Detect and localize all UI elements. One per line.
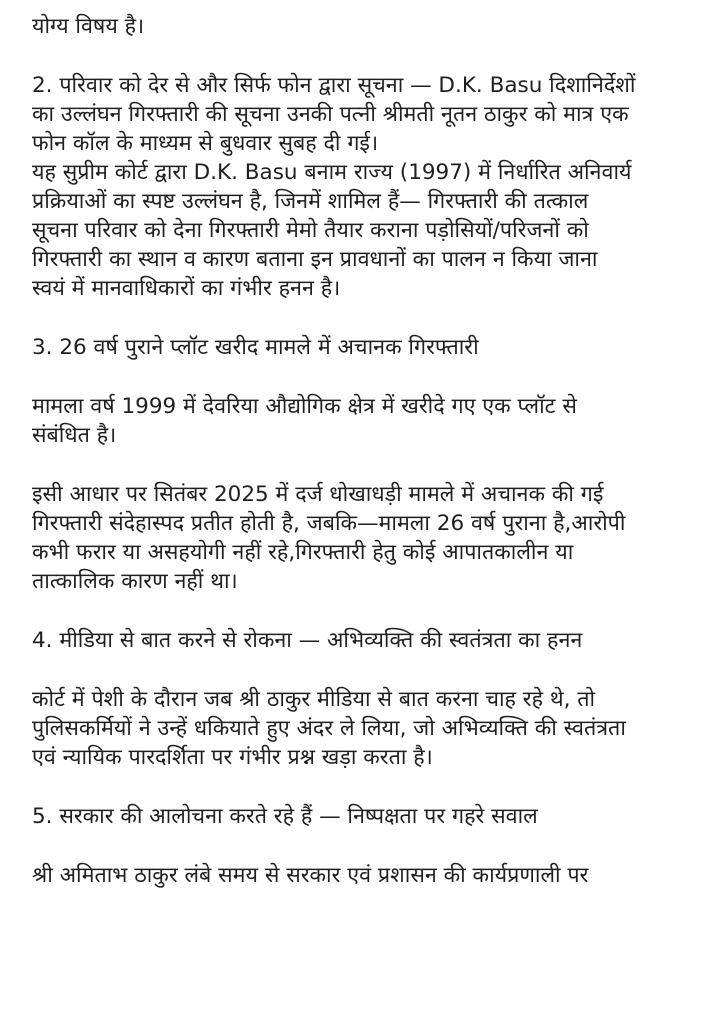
paragraph-continuation <box>32 12 716 41</box>
paragraph-point-5-heading <box>32 802 716 831</box>
paragraph-arrest-suspicious <box>32 480 716 596</box>
paragraph-gap <box>32 655 716 685</box>
heading-line: 4. मीडिया से बात करने से रोकना — अभिव्यक्ति की स्वतंत्रता का हनन <box>32 628 583 653</box>
paragraph-point-4-heading <box>32 626 716 655</box>
text-line: का उल्लंघन गिरफ्तारी की सूचना उनकी पत्नी श्रीमती नूतन ठाकुर को मात्र एक <box>32 102 629 127</box>
text-line: फोन कॉल के माध्यम से बुधवार सुबह दी गई। <box>32 131 379 156</box>
text-line: सूचना परिवार को देना गिरफ्तारी मेमो तैयार कराना पड़ोसियों/परिजनों को <box>32 218 589 243</box>
paragraph-gap <box>32 772 716 802</box>
text-line: श्री अमिताभ ठाकुर लंबे समय से सरकार एवं प्रशासन की कार्यप्रणाली पर <box>32 863 589 888</box>
text-line: यह सुप्रीम कोर्ट द्वारा D.K. Basu बनाम राज्य (1997) में निर्धारित अनिवार्य <box>32 160 632 185</box>
text-line: कोर्ट में पेशी के दौरान जब श्री ठाकुर मीडिया से बात करना चाह रहे थे, तो <box>32 687 596 712</box>
paragraph-point-3-heading <box>32 333 716 362</box>
document-body <box>32 12 716 890</box>
paragraph-gap <box>32 596 716 626</box>
text-line: इसी आधार पर सितंबर 2025 में दर्ज धोखाधड़ी मामले में अचानक की गई <box>32 482 604 507</box>
paragraph-gap <box>32 303 716 333</box>
text-line: संबंधित है। <box>32 423 117 448</box>
text-line: स्वयं में मानवाधिकारों का गंभीर हनन है। <box>32 276 341 301</box>
paragraph-gap <box>32 831 716 861</box>
heading-line: 3. 26 वर्ष पुराने प्लॉट खरीद मामले में अचानक गिरफ्तारी <box>32 335 479 360</box>
paragraph-media-blocked <box>32 685 716 772</box>
text-line: तात्कालिक कारण नहीं था। <box>32 569 238 594</box>
text-line: योग्य विषय है। <box>32 14 145 39</box>
heading-line: 2. परिवार को देर से और सिर्फ फोन द्वारा सूचना — D.K. Basu दिशानिर्देशों <box>32 73 636 98</box>
paragraph-plot-case <box>32 392 716 450</box>
paragraph-gap <box>32 362 716 392</box>
paragraph-criticism <box>32 861 716 890</box>
heading-line: 5. सरकार की आलोचना करते रहे हैं — निष्पक्षता पर गहरे सवाल <box>32 804 538 829</box>
text-line: गिरफ्तारी का स्थान व कारण बताना इन प्रावधानों का पालन न किया जाना <box>32 247 598 272</box>
text-line: गिरफ्तारी संदेहास्पद प्रतीत होती है, जबकि—मामला 26 वर्ष पुराना है,आरोपी <box>32 511 626 536</box>
text-line: मामला वर्ष 1999 में देवरिया औद्योगिक क्षेत्र में खरीदे गए एक प्लॉट से <box>32 394 577 419</box>
text-line: एवं न्यायिक पारदर्शिता पर गंभीर प्रश्न खड़ा करता है। <box>32 745 433 770</box>
text-line: प्रक्रियाओं का स्पष्ट उल्लंघन है, जिनमें शामिल हैं— गिरफ्तारी की तत्काल <box>32 189 589 214</box>
paragraph-gap <box>32 450 716 480</box>
paragraph-gap <box>32 41 716 71</box>
text-line: पुलिसकर्मियों ने उन्हें धकियाते हुए अंदर ले लिया, जो अभिव्यक्ति की स्वतंत्रता <box>32 716 626 741</box>
text-line: कभी फरार या असहयोगी नहीं रहे,गिरफ्तारी हेतु कोई आपातकालीन या <box>32 540 574 565</box>
paragraph-point-2 <box>32 71 716 303</box>
